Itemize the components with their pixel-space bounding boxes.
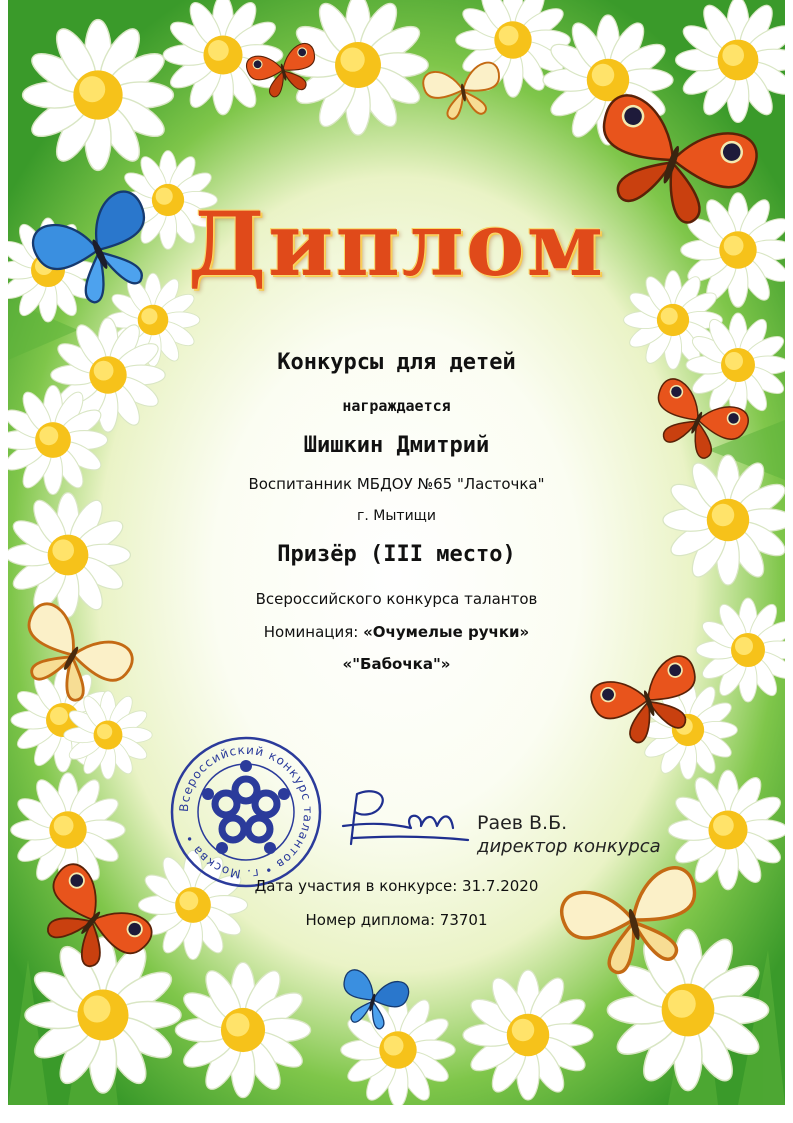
nomination-value: «Очумелые ручки» xyxy=(363,623,530,641)
contest-stamp xyxy=(166,732,326,892)
nomination-label: Номинация: xyxy=(263,623,364,641)
contest-full-name: Всероссийского конкурса талантов xyxy=(255,590,538,608)
diploma-title: Диплом xyxy=(187,192,606,296)
signature xyxy=(333,782,473,857)
signer-role: директор конкурса xyxy=(477,836,661,857)
awarded-label: награждается xyxy=(342,397,451,415)
city: г. Мытищи xyxy=(357,508,436,524)
participation-date: Дата участия в конкурсе: 31.7.2020 xyxy=(254,877,539,895)
pupil-institution: Воспитанник МБДОУ №65 "Ласточка" xyxy=(248,475,545,493)
award-place: Призёр (III место) xyxy=(277,542,516,567)
butterfly-icon xyxy=(421,61,505,123)
winner-name: Шишкин Дмитрий xyxy=(303,433,490,458)
diploma-page xyxy=(8,0,785,1105)
contest-name: Конкурсы для детей xyxy=(277,350,516,375)
signer-name: Раев В.Б. xyxy=(477,812,568,834)
work-title: «"Бабочка"» xyxy=(342,655,451,673)
stamp-ring-text: Всероссийский конкурс талантов • г. Москва • xyxy=(176,742,316,882)
nomination xyxy=(8,623,785,641)
diploma-number: Номер диплома: 73701 xyxy=(305,911,488,929)
